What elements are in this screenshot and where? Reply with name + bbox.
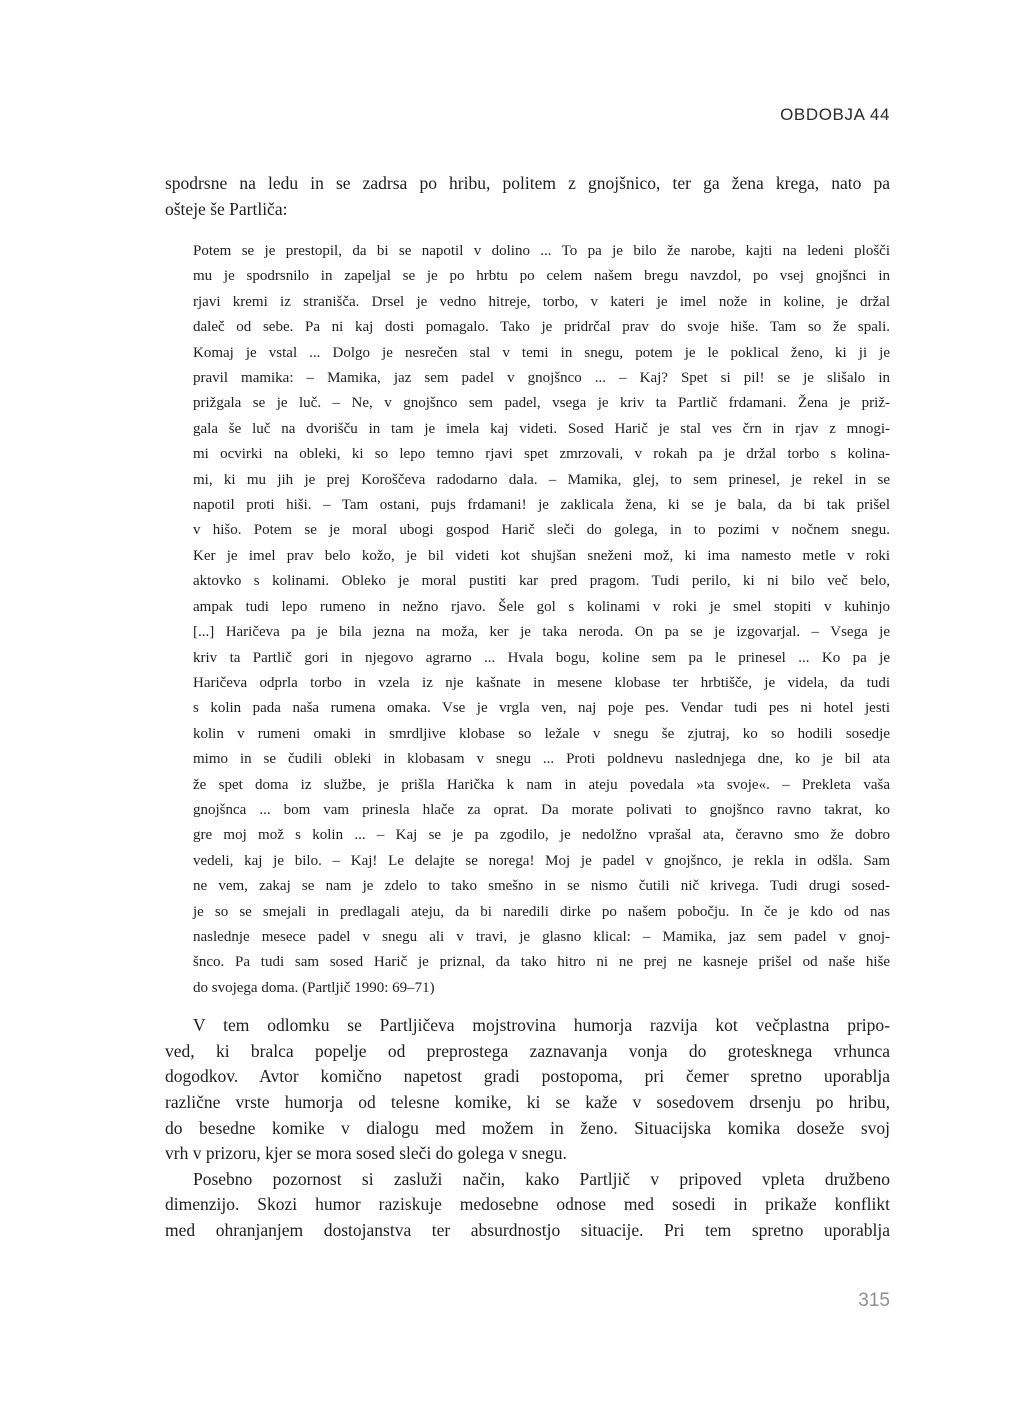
text-line: rjavi kremi iz stranišča. Drsel je vedno hitreje, torbo, v kateri je imel nože in koline, je držal	[193, 293, 890, 310]
analysis-paragraph-1	[165, 1013, 890, 1167]
text-line: spodrsne na ledu in se zadrsa po hribu, politem z gnojšnico, ter ga žena krega, nato pa	[165, 173, 890, 193]
text-line: gnojšnca ... bom vam prinesla hlače za oprat. Da morate polivati to gnojšnco ravno takrat, ko	[193, 801, 890, 818]
text-line: vrh v prizoru, kjer se mora sosed sleči do golega v snegu.	[165, 1143, 567, 1164]
running-header: OBDOBJA 44	[780, 105, 890, 124]
text-line: mi, ki mu jih je prej Koroščeva radodarno dala. – Mamika, glej, to sem prinesel, je rekel in se	[193, 471, 890, 488]
text-line: do besedne komike v dialogu med možem in ženo. Situacijska komika doseže svoj	[165, 1117, 890, 1138]
text-line: naslednje mesece padel v snegu ali v travi, je glasno klical: – Mamika, jaz sem padel v gnoj-	[193, 928, 890, 945]
text-line: v hišo. Potem se je moral ubogi gospod Harič sleči do golega, in to pozimi v nočnem snegu.	[193, 522, 890, 539]
text-line: [...] Haričeva pa je bila jezna na moža, ker je taka neroda. On pa se je izgovarjal. – Vsega je	[193, 624, 890, 641]
page-number: 315	[858, 1289, 890, 1311]
text-line: gre moj mož s kolin ... – Kaj se je pa zgodilo, je nedolžno vprašal ata, čeravno smo že dobro	[193, 827, 890, 844]
text-line: mi ocvirki na obleki, ki so lepo temno rjavi spet zmrzovali, v rokah pa je držal torbo s kolina-	[193, 446, 890, 463]
analysis-paragraph-2	[165, 1167, 890, 1244]
text-line: Potem se je prestopil, da bi se napotil v dolino ... To pa je bilo že narobe, kajti na ledeni plošči	[193, 243, 890, 259]
text-line: Haričeva odprla torbo in vzela iz nje kašnate in mesene klobase ter hrbtišče, je videla, da tudi	[193, 674, 890, 691]
text-line: ved, ki bralca popelje od preprostega zaznavanja vonja do grotesknega vrhunca	[165, 1040, 890, 1061]
text-line: je so se smejali in predlagali ateju, da bi naredili dirke po našem pobočju. In če je kdo od nas	[193, 903, 890, 920]
text-line: dimenzijo. Skozi humor raziskuje medosebne odnose med sosedi in prikaže konflikt	[165, 1194, 890, 1215]
text-line: gala še luč na dvorišču in tam je imela kaj videti. Sosed Harič je stal ves črn in rjav z mnogi-	[193, 420, 890, 437]
text-line: pravil mamika: – Mamika, jaz sem padel v gnojšnco ... – Kaj? Spet si pil! se je slišalo in	[193, 370, 890, 387]
text-line: ampak tudi lepo rumeno in nežno rjavo. Šele gol s kolinami v roki je smel stopiti v kuhinjo	[193, 598, 890, 615]
excerpt-quote	[193, 239, 890, 1001]
text-line: Ker je imel prav belo kožo, je bil videti kot shujšan sneženi mož, ki ima namesto metle v roki	[193, 547, 890, 564]
text-line: že spet doma iz službe, je prišla Harička k nam in ateju povedala »ta svoje«. – Prekleta vaša	[193, 776, 890, 793]
text-line: Posebno pozornost si zasluži način, kako Partljič v pripoved vpleta družbeno	[193, 1168, 890, 1189]
text-line: vedeli, kaj je bilo. – Kaj! Le delajte se norega! Moj je padel v gnojšnco, je rekla in odšla. Sam	[193, 852, 890, 869]
text-line: različne vrste humorja od telesne komike, ki se kaže v sosedovem drsenju po hribu,	[165, 1091, 890, 1112]
text-line: prižgala se je luč. – Ne, v gnojšnco sem padel, vsega je kriv ta Partlič frdamani. Žena je priž-	[193, 395, 890, 412]
text-line: aktovko s kolinami. Obleko je moral pustiti kar pred pragom. Tudi perilo, ki ni bilo več belo,	[193, 573, 890, 590]
text-line: mimo in se čudili obleki in klobasam v snegu ... Proti poldnevu naslednjega dne, ko je bil ata	[193, 751, 890, 768]
text-line: ne vem, zakaj se nam je zdelo to tako smešno in se nismo čutili nič krivega. Tudi drugi sosed-	[193, 878, 890, 895]
text-line: napotil proti hiši. – Tam ostani, pujs frdamani! je zaklicala žena, ki se je bala, da bi tak prišel	[193, 497, 890, 514]
text-line: V tem odlomku se Partljičeva mojstrovina humorja razvija kot večplastna pripo-	[193, 1015, 890, 1036]
text-line: kriv ta Partlič gori in njegovo agrarno ... Hvala bogu, koline sem pa le prinesel ... Ko pa je	[193, 649, 890, 666]
text-line: do svojega doma. (Partljič 1990: 69–71)	[193, 979, 435, 996]
intro-paragraph	[165, 170, 890, 222]
text-line: kolin v rumeni omaki in smrdljive klobase so ležale v snegu še zjutraj, ko so hodili sosedje	[193, 725, 890, 742]
text-line: dogodkov. Avtor komično napetost gradi postopoma, pri čemer spretno uporablja	[165, 1066, 890, 1087]
text-line: mu je spodrsnilo in zapeljal se je po hrbtu po celem našem bregu navzdol, po vsej gnojšnci in	[193, 268, 890, 285]
text-line: daleč od sebe. Pa ni kaj dosti pomagalo. Tako je pridrčal prav do svoje hiše. Tam so že spali.	[193, 319, 890, 336]
text-line: med ohranjanjem dostojanstva ter absurdnostjo situacije. Pri tem spretno uporablja	[165, 1219, 890, 1240]
text-line: Komaj je vstal ... Dolgo je nesrečen stal v temi in snegu, potem je le poklical ženo, ki ji je	[193, 344, 890, 361]
text-line: šnco. Pa tudi sam sosed Harič je priznal, da tako hitro ni ne prej ne kasneje prišel od naše hiše	[193, 954, 890, 971]
text-line: s kolin pada naša rumena omaka. Vse je vrgla ven, naj poje pes. Vendar tudi pes ni hotel jesti	[193, 700, 890, 717]
text-line: ošteje še Partliča:	[165, 199, 288, 219]
